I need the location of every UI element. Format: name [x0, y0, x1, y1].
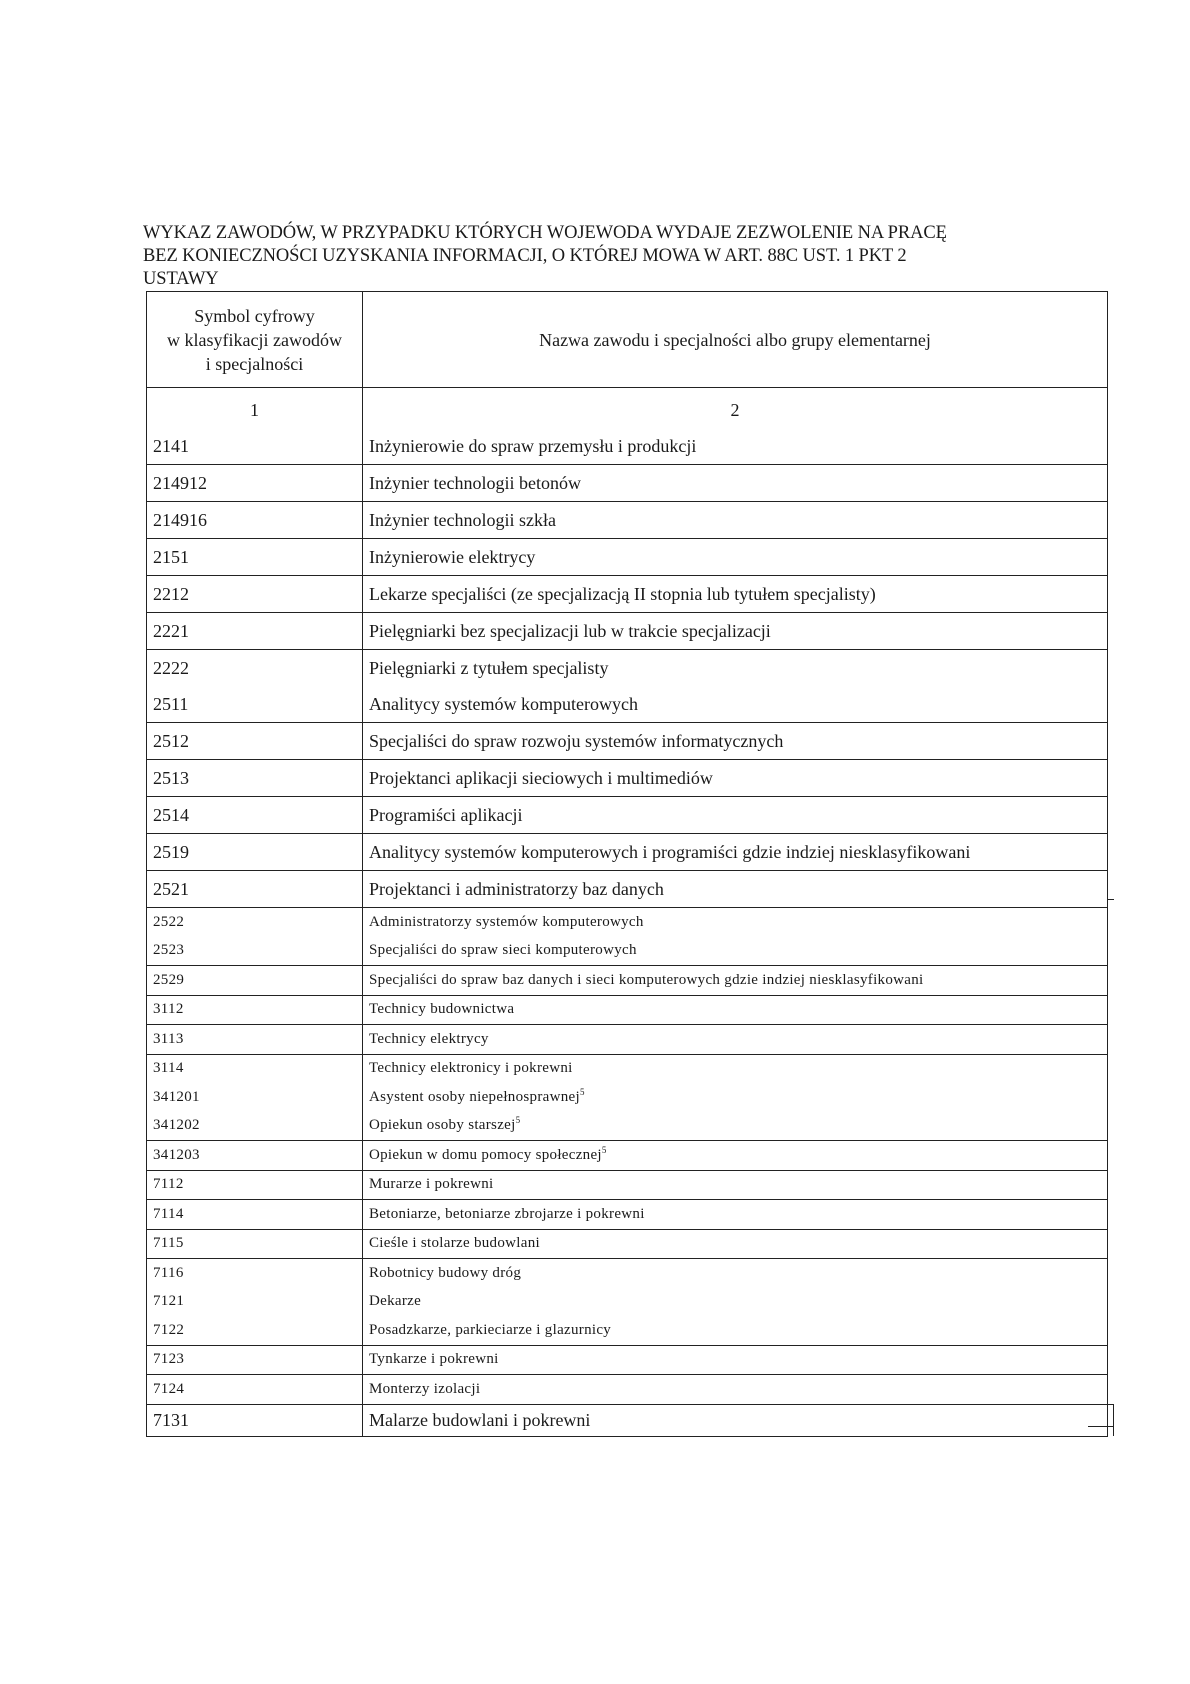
- table-row: [147, 723, 1108, 760]
- footnote-marker: 5: [515, 1115, 521, 1126]
- occupation-name-cell: [363, 613, 1108, 650]
- table-row: [147, 1170, 1108, 1200]
- occupation-code: 2513: [147, 760, 363, 797]
- occupation-code: 2151: [147, 539, 363, 576]
- occupation-code: 7123: [147, 1345, 363, 1375]
- occupation-name-cell: [363, 576, 1108, 613]
- table-row: [147, 1141, 1108, 1171]
- occupation-code: 2511: [147, 686, 363, 723]
- table-row: [147, 1259, 1108, 1288]
- table-body: [147, 428, 1108, 1436]
- occupation-name-cell: [363, 686, 1108, 723]
- table-row: [147, 613, 1108, 650]
- occupation-code: 3112: [147, 995, 363, 1025]
- occupation-name-cell: [363, 1025, 1108, 1055]
- occupation-name-cell: [363, 966, 1108, 996]
- occupation-code: 214916: [147, 502, 363, 539]
- table-row: [147, 1288, 1108, 1317]
- occupation-name: Malarze budowlani i pokrewni: [369, 1409, 591, 1430]
- occupation-code: 7115: [147, 1229, 363, 1259]
- occupation-name-cell: [363, 1141, 1108, 1171]
- occupation-name: Posadzkarze, parkieciarze i glazurnicy: [369, 1321, 612, 1338]
- heading-line: USTAWY: [143, 269, 219, 289]
- table-row: [147, 1229, 1108, 1259]
- occupation-name: Inżynier technologii betonów: [369, 472, 581, 493]
- table-row: [147, 760, 1108, 797]
- header-symbol-line: i specjalności: [205, 353, 304, 374]
- occupation-name-cell: [363, 650, 1108, 687]
- table-row: [147, 1025, 1108, 1055]
- table-row: [147, 428, 1108, 465]
- table-header-row: [147, 292, 1108, 388]
- table-edge-mark: [1088, 1426, 1114, 1427]
- table-row: [147, 797, 1108, 834]
- occupation-name: Inżynier technologii szkła: [369, 509, 556, 530]
- footnote-marker: 5: [579, 1086, 585, 1097]
- table-row: [147, 502, 1108, 539]
- footnote-marker: 5: [601, 1144, 607, 1155]
- table-row: [147, 966, 1108, 996]
- column-number-row: [147, 388, 1108, 429]
- table-row: [147, 686, 1108, 723]
- table-edge-mark: [1098, 1404, 1114, 1405]
- occupation-name-cell: [363, 428, 1108, 465]
- occupation-name-cell: [363, 1083, 1108, 1112]
- table-row: [147, 908, 1108, 937]
- occupation-name: Specjaliści do spraw baz danych i sieci komputerowych gdzie indziej niesklasyfikowani: [369, 971, 924, 988]
- occupation-name: Programiści aplikacji: [369, 804, 523, 825]
- occupation-name-cell: [363, 1200, 1108, 1230]
- occupation-name-cell: [363, 465, 1108, 502]
- occupation-code: 2519: [147, 834, 363, 871]
- occupation-name-cell: [363, 1404, 1108, 1436]
- occupation-name: Opiekun w domu pomocy społecznej: [369, 1146, 602, 1163]
- occupation-code: 2514: [147, 797, 363, 834]
- occupation-name: Administratorzy systemów komputerowych: [369, 913, 644, 930]
- occupation-name-cell: [363, 1345, 1108, 1375]
- occupation-name: Pielęgniarki bez specjalizacji lub w trakcie specjalizacji: [369, 620, 771, 641]
- occupation-name-cell: [363, 760, 1108, 797]
- occupation-name: Analitycy systemów komputerowych: [369, 693, 638, 714]
- occupation-name: Robotnicy budowy dróg: [369, 1264, 522, 1281]
- occupation-code: 7112: [147, 1170, 363, 1200]
- occupation-code: 214912: [147, 465, 363, 502]
- occupation-name: Technicy elektrycy: [369, 1030, 489, 1047]
- occupation-code: 2512: [147, 723, 363, 760]
- occupation-name: Betoniarze, betoniarze zbrojarze i pokrewni: [369, 1205, 645, 1222]
- occupation-name-cell: [363, 1375, 1108, 1405]
- occupation-name: Technicy elektronicy i pokrewni: [369, 1060, 573, 1077]
- occupation-name: Opiekun osoby starszej: [369, 1117, 516, 1134]
- table-row: [147, 576, 1108, 613]
- occupation-name: Cieśle i stolarze budowlani: [369, 1235, 540, 1252]
- column-number: 2: [363, 388, 1108, 429]
- occupation-name-cell: [363, 1229, 1108, 1259]
- occupation-name: Technicy budownictwa: [369, 1001, 515, 1018]
- table-row: [147, 465, 1108, 502]
- occupation-code: 7121: [147, 1288, 363, 1317]
- occupation-code: 2212: [147, 576, 363, 613]
- occupation-code: 7116: [147, 1259, 363, 1288]
- occupation-name-cell: [363, 1112, 1108, 1141]
- occupation-name: Lekarze specjaliści (ze specjalizacją II stopnia lub tytułem specjalisty): [369, 583, 876, 604]
- occupation-name: Specjaliści do spraw rozwoju systemów informatycznych: [369, 730, 784, 751]
- occupation-code: 7122: [147, 1316, 363, 1345]
- occupations-table: [146, 291, 1108, 1437]
- occupation-name: Dekarze: [369, 1293, 422, 1310]
- document-heading: [143, 222, 1043, 291]
- table-row: [147, 937, 1108, 966]
- table-row: [147, 1054, 1108, 1083]
- occupation-code: 2521: [147, 871, 363, 908]
- occupation-name-cell: [363, 1170, 1108, 1200]
- occupation-code: 2141: [147, 428, 363, 465]
- occupation-code: 341202: [147, 1112, 363, 1141]
- occupation-name: Inżynierowie elektrycy: [369, 546, 536, 567]
- occupation-name-cell: [363, 1316, 1108, 1345]
- table-row: [147, 1112, 1108, 1141]
- occupation-name: Specjaliści do spraw sieci komputerowych: [369, 942, 637, 959]
- occupation-code: 2523: [147, 937, 363, 966]
- header-symbol-line: Symbol cyfrowy: [194, 305, 315, 326]
- occupation-name: Murarze i pokrewni: [369, 1176, 494, 1193]
- occupation-name-cell: [363, 871, 1108, 908]
- occupation-name: Monterzy izolacji: [369, 1380, 481, 1397]
- header-symbol-cell: [147, 292, 363, 388]
- table-row: [147, 650, 1108, 687]
- occupation-name-cell: [363, 723, 1108, 760]
- column-number: 1: [147, 388, 363, 429]
- occupation-name: Analitycy systemów komputerowych i programiści gdzie indziej niesklasyfikowani: [369, 841, 971, 862]
- heading-line: BEZ KONIECZNOŚCI UZYSKANIA INFORMACJI, O KTÓREJ MOWA W ART. 88C UST. 1 PKT 2: [143, 246, 907, 266]
- occupation-name-cell: [363, 995, 1108, 1025]
- occupation-code: 7131: [147, 1404, 363, 1436]
- occupation-name-cell: [363, 937, 1108, 966]
- occupation-code: 2529: [147, 966, 363, 996]
- header-name-cell: Nazwa zawodu i specjalności albo grupy elementarnej: [363, 292, 1108, 388]
- occupation-name: Projektanci aplikacji sieciowych i multimediów: [369, 767, 713, 788]
- heading-line: WYKAZ ZAWODÓW, W PRZYPADKU KTÓRYCH WOJEWODA WYDAJE ZEZWOLENIE NA PRACĘ: [143, 223, 947, 243]
- occupation-name-cell: [363, 797, 1108, 834]
- occupation-name-cell: [363, 834, 1108, 871]
- occupation-name: Projektanci i administratorzy baz danych: [369, 878, 664, 899]
- occupation-code: 2222: [147, 650, 363, 687]
- table-row: [147, 1345, 1108, 1375]
- occupation-code: 3114: [147, 1054, 363, 1083]
- occupation-name: Asystent osoby niepełnosprawnej: [369, 1088, 580, 1105]
- table-edge-mark: [1108, 899, 1114, 900]
- table-edge-mark: [1113, 1404, 1114, 1436]
- table-row: [147, 1200, 1108, 1230]
- occupation-name: Inżynierowie do spraw przemysłu i produkcji: [369, 435, 697, 456]
- occupation-name-cell: [363, 1054, 1108, 1083]
- header-symbol-line: w klasyfikacji zawodów: [167, 329, 342, 350]
- occupation-code: 7114: [147, 1200, 363, 1230]
- occupation-name: Pielęgniarki z tytułem specjalisty: [369, 657, 609, 678]
- table-row: [147, 1083, 1108, 1112]
- occupation-name-cell: [363, 502, 1108, 539]
- table-row: [147, 871, 1108, 908]
- table-row: [147, 834, 1108, 871]
- table-row: [147, 995, 1108, 1025]
- occupation-name-cell: [363, 908, 1108, 937]
- occupation-code: 7124: [147, 1375, 363, 1405]
- occupation-name-cell: [363, 1288, 1108, 1317]
- occupation-code: 3113: [147, 1025, 363, 1055]
- occupation-name: Tynkarze i pokrewni: [369, 1351, 499, 1368]
- occupation-code: 341201: [147, 1083, 363, 1112]
- table-row: [147, 1404, 1108, 1436]
- table-row: [147, 1375, 1108, 1405]
- occupation-code: 2221: [147, 613, 363, 650]
- table-row: [147, 1316, 1108, 1345]
- table-row: [147, 539, 1108, 576]
- occupation-name-cell: [363, 1259, 1108, 1288]
- occupation-name-cell: [363, 539, 1108, 576]
- occupation-code: 2522: [147, 908, 363, 937]
- occupation-code: 341203: [147, 1141, 363, 1171]
